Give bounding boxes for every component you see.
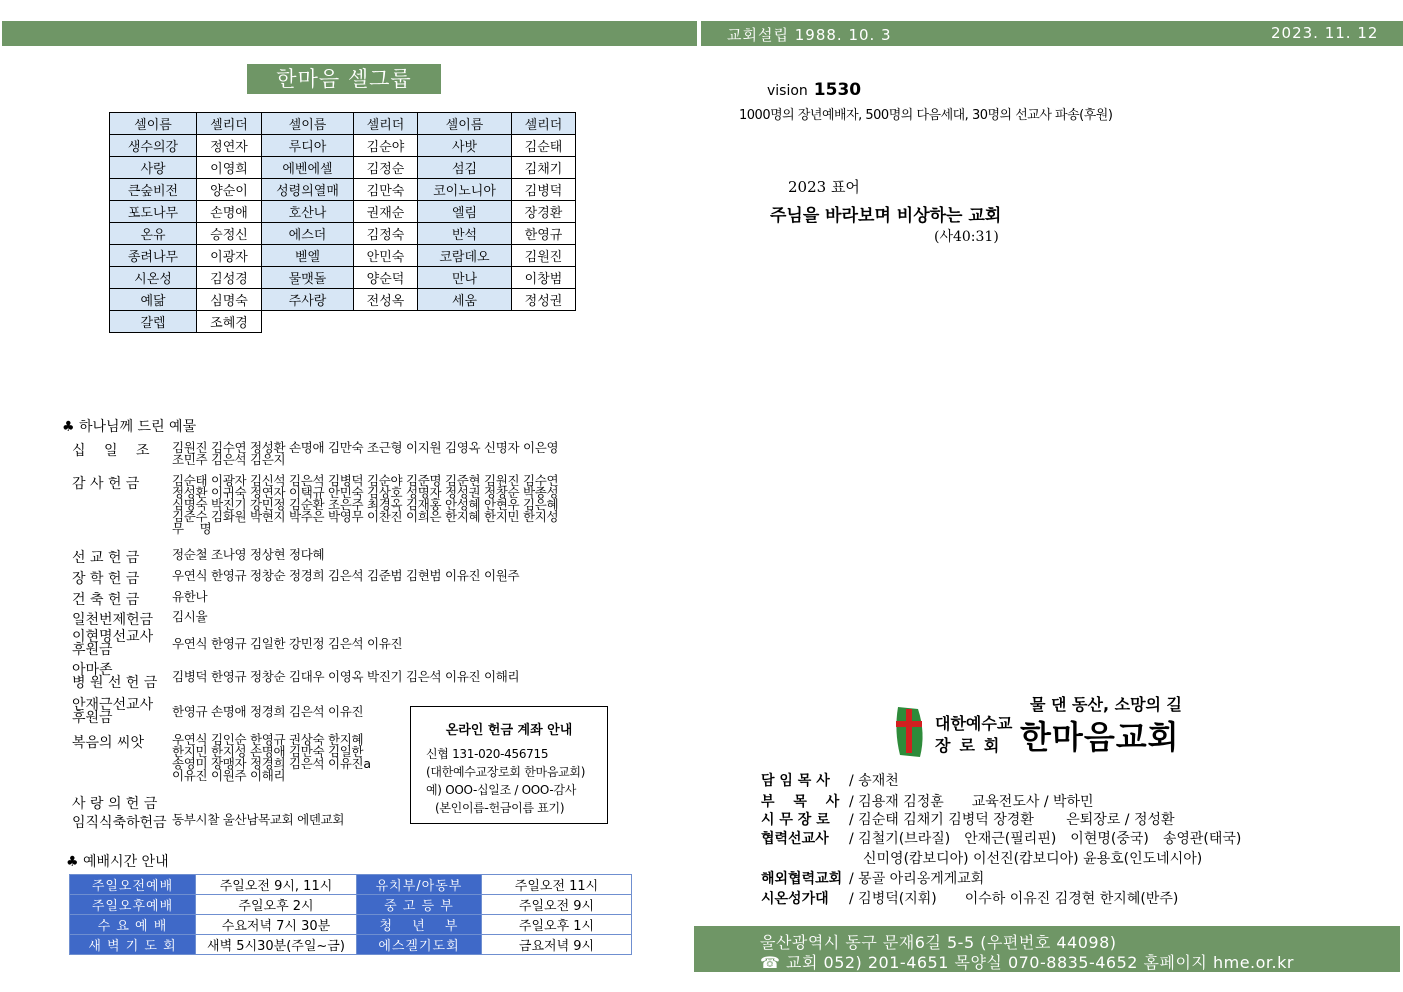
vision [767,80,861,100]
cell-name: 온유 [110,223,197,245]
offering-donors [172,442,558,466]
staff-names: / 송재천 [849,773,899,789]
cell-name: 포도나무 [110,201,197,223]
cell-name: 호산나 [262,201,354,223]
cell-name: 큰숲비전 [110,179,197,201]
table-row [110,289,576,311]
cell-leader: 전성옥 [354,289,418,311]
donor-line: 우연식 한영규 정창순 정경희 김은석 김준범 김현범 이유진 이원주 [172,568,520,583]
offering-category-label: 임직식축하헌금 [72,815,167,831]
table-row [110,201,576,223]
offering-category-label: 선 교 헌 금 [72,550,140,566]
services-title: ♣ 예배시간 안내 [66,854,169,870]
table-row [110,311,576,333]
offerings-title: ♣ 하나님께 드린 예물 [62,419,197,435]
church-name: 한마음교회 [1020,718,1180,756]
cell-name: 갈렙 [110,311,197,333]
service-name: 중 고 등 부 [357,895,482,915]
offering-category-label: 안재근선교사 [72,697,154,713]
table-row [70,915,632,935]
donor-line: 심명숙 박진기 강민정 김순환 조은주 최경옥 김재홍 안성혜 안현우 김은혜 [172,497,559,512]
motto-year: 2023 표어 [788,178,860,196]
staff-row [761,848,1202,868]
bulletin-date: 2023. 11. 12 [1271,24,1379,42]
denomination-line2: 장로회 [935,736,1009,755]
cell-leader: 양순이 [197,179,262,201]
donor-line: 정성환 이귀숙 정연자 이택규 안민숙 김상호 성명자 정성권 정창순 박종성 [172,485,559,500]
cell-table-header-cell: 셀이름 [418,113,512,135]
service-name: 주일오후예배 [70,895,196,915]
cell-leader: 김순야 [354,135,418,157]
offering-category [72,812,167,832]
cell-name: 사랑 [110,157,197,179]
donor-line: 우연식 한영규 김일한 강민정 김은석 이유진 [172,636,403,651]
donor-line: 한영규 손명애 정경희 김은석 이유진 [172,704,364,719]
cell-name: 섬김 [418,157,512,179]
offering-category [72,440,149,460]
cell-leader: 손명애 [197,201,262,223]
donor-line: 우연식 김인순 한영규 권상숙 한지혜 [172,732,364,747]
empty-cell [262,311,354,333]
staff-row [761,828,1241,848]
service-name: 주일오전예배 [70,875,196,895]
offering-category-label-2: 후원금 [72,642,113,658]
offering-category-label-2: 후원금 [72,710,113,726]
table-row [110,179,576,201]
staff-names: 신미영(캄보디아) 이선진(캄보디아) 윤용호(인도네시아) [849,851,1203,867]
denomination-line1: 대한예수교 [935,714,1013,733]
offering-category [72,732,144,752]
church-tagline: 물 댄 동산, 소망의 길 [1030,695,1183,714]
cell-table-header [110,113,576,135]
donor-line: 송영미 장맹자 정경희 김은석 이유진a [172,756,371,771]
header-divider [697,21,701,46]
offering-donors [172,671,519,683]
cell-table-header-cell: 셀리더 [512,113,576,135]
empty-cell [512,311,576,333]
vision-number: 1530 [813,80,862,100]
table-row [110,267,576,289]
church-address: 울산광역시 동구 문재6길 5-5 (우편번호 44098) [760,933,1117,952]
cell-table-header-cell: 셀리더 [197,113,262,135]
staff-names: / 몽골 아리옹게게교회 [849,871,985,887]
cell-leader: 김성경 [197,267,262,289]
account-line: 신협 131-020-456715 [426,747,549,761]
service-time: 주일오전 9시 [482,895,632,915]
cell-name: 코이노니아 [418,179,512,201]
staff-row [761,770,899,790]
cell-name: 벧엘 [262,245,354,267]
header-bar [2,21,1403,46]
cell-name: 반석 [418,223,512,245]
service-name: 에스겔기도회 [357,935,482,955]
founded-date: 교회설립 1988. 10. 3 [727,26,892,44]
donor-line: 김순태 이광자 김신석 김은석 김병덕 김순야 김준명 김준현 김원진 김수연 [172,473,559,488]
service-name: 유치부/아동부 [357,875,482,895]
cell-name: 엘림 [418,201,512,223]
offering-category-label: 사 랑 의 헌 금 [72,796,158,812]
cell-leader: 정연자 [197,135,262,157]
cell-name: 예닮 [110,289,197,311]
offering-category [72,699,153,725]
offering-category [72,664,157,690]
offering-category-label: 장 학 헌 금 [72,571,140,587]
cell-leader: 조혜경 [197,311,262,333]
cell-table-header-cell: 셀리더 [354,113,418,135]
offering-category-label: 일천번제헌금 [72,612,154,628]
cell-leader: 권재순 [354,201,418,223]
cell-leader: 한영규 [512,223,576,245]
staff-role: 시 무 장 로 [761,812,830,828]
cell-leader: 심명숙 [197,289,262,311]
table-row [70,895,632,915]
cell-name: 에스더 [262,223,354,245]
donor-line: 이유진 이원주 이해리 [172,768,286,783]
service-time: 새벽 5시30분(주일~금) [196,935,357,955]
staff-role: 협력선교사 [761,831,829,847]
service-time: 금요저녁 9시 [482,935,632,955]
footer [694,926,1400,972]
offering-category [72,631,153,657]
service-time: 주일오후 1시 [482,915,632,935]
cell-name: 종려나무 [110,245,197,267]
cell-name: 시온성 [110,267,197,289]
table-row [70,935,632,955]
cell-leader: 정성권 [512,289,576,311]
staff-names: / 김용재 김정훈 교육전도사 / 박하민 [849,794,1094,810]
staff-names: / 김병덕(지휘) 이수하 이유진 김경현 한지혜(반주) [849,891,1179,907]
service-time: 주일오전 11시 [482,875,632,895]
cell-leader: 안민숙 [354,245,418,267]
service-name: 새 벽 기 도 회 [70,935,196,955]
empty-cell [418,311,512,333]
service-time: 수요저녁 7시 30분 [196,915,357,935]
donor-line: 김시율 [172,609,208,624]
offering-category [72,589,139,609]
offering-category [72,609,153,629]
empty-cell [354,311,418,333]
motto-reference: (사40:31) [934,229,999,245]
cell-name: 사밧 [418,135,512,157]
account-title: 온라인 헌금 계좌 안내 [445,723,573,738]
service-name: 수 요 예 배 [70,915,196,935]
cell-leader: 이창범 [512,267,576,289]
offering-category [72,547,139,567]
cell-name: 에벤에셀 [262,157,354,179]
account-line: (대한예수교장로회 한마음교회) [426,765,586,779]
cell-leader: 장경환 [512,201,576,223]
offering-category-label: 아마존 [72,662,113,678]
cell-leader: 김원진 [512,245,576,267]
cell-leader: 이광자 [197,245,262,267]
offering-donors [172,814,344,826]
church-contact: ☎ 교회 052) 201-4651 목양실 070-8835-4652 홈페이지 hme.or.kr [760,953,1294,972]
table-row [110,245,576,267]
account-line: (본인이름-헌금이름 표기) [435,801,565,815]
staff-row [761,868,984,888]
motto-text: 주님을 바라보며 비상하는 교회 [770,206,1002,226]
donor-line: 조민주 김은석 김은지 [172,452,286,467]
offering-category-label: 십 일 조 [72,443,150,459]
staff-row [761,888,1178,908]
cell-leader: 김만숙 [354,179,418,201]
church-cross-icon [892,703,926,759]
cell-leader: 승정신 [197,223,262,245]
offering-category [72,568,139,588]
offering-donors [172,570,519,582]
offering-donors [172,611,207,623]
cell-leader: 양순덕 [354,267,418,289]
online-offering-box [410,706,608,824]
cell-name: 코람데오 [418,245,512,267]
donor-line: 김원진 김수연 정성환 손명애 김만숙 조근형 이지원 김영옥 신명자 이은영 [172,440,559,455]
service-name: 청 년 부 [357,915,482,935]
cell-leader: 김정숙 [354,223,418,245]
cell-table-header-cell: 셀이름 [110,113,197,135]
cell-group-title: 한마음 셀그룹 [247,64,441,94]
cell-table-header-cell: 셀이름 [262,113,354,135]
staff-names: / 김철기(브라질) 안재근(필리핀) 이현명(중국) 송영관(태국) [849,831,1242,847]
service-times-table [69,874,632,955]
staff-role: 해외협력교회 [761,871,843,887]
cell-name: 세움 [418,289,512,311]
donor-line: 한지민 한지성 손명애 김만숙 김일한 [172,744,364,759]
donor-line: 김병덕 한영규 정창순 김대우 이영옥 박진기 김은석 이유진 이해리 [172,669,520,684]
donor-line: 동부시찰 울산남목교회 에덴교회 [172,812,345,827]
offering-category-label: 복음의 씨앗 [72,735,145,751]
cell-leader: 김정순 [354,157,418,179]
offering-donors [172,638,402,650]
staff-names: / 김순태 김채기 김병덕 장경환 은퇴장로 / 정성환 [849,812,1175,828]
offering-category [72,473,139,493]
offering-donors [172,706,363,718]
offering-category-label-2: 병 원 선 헌 금 [72,675,158,691]
donor-line: 김준수 김화원 박현지 박주은 박영무 이찬진 이희은 한지혜 한지민 한지성 [172,509,559,524]
service-time: 주일오전 9시, 11시 [196,875,357,895]
table-row [70,875,632,895]
cell-name: 생수의강 [110,135,197,157]
offering-donors [172,591,207,603]
offering-category-label: 건 축 헌 금 [72,592,140,608]
staff-row [761,809,1175,829]
cell-name: 루디아 [262,135,354,157]
cell-leader: 이영희 [197,157,262,179]
cell-leader: 김채기 [512,157,576,179]
account-line: 예) OOO-십일조 / OOO-감사 [426,783,577,797]
donor-line: 정순철 조나영 정상현 정다혜 [172,547,325,562]
cell-leader: 김병덕 [512,179,576,201]
offering-donors [172,734,371,782]
staff-role: 시온성가대 [761,891,829,907]
cell-name: 물맷돌 [262,267,354,289]
cell-name: 만나 [418,267,512,289]
staff-role: 부 목 사 [761,794,840,810]
offering-donors [172,549,324,561]
offering-donors [172,475,558,535]
vision-text: 1000명의 장년예배자, 500명의 다음세대, 30명의 선교사 파송(후원) [739,108,1113,123]
staff-row [761,791,1094,811]
cell-name: 주사랑 [262,289,354,311]
table-row [110,223,576,245]
donor-line: 무 명 [172,521,212,536]
table-row [110,157,576,179]
table-row [110,135,576,157]
donor-line: 유한나 [172,589,208,604]
vision-label: vision [767,83,808,99]
cell-group-table [109,112,576,333]
offering-category-label: 이현명선교사 [72,629,154,645]
cell-name: 성령의열매 [262,179,354,201]
offering-category [72,793,157,813]
service-time: 주일오후 2시 [196,895,357,915]
offering-category-label: 감 사 헌 금 [72,476,140,492]
cell-leader: 김순태 [512,135,576,157]
staff-role: 담 임 목 사 [761,773,830,789]
